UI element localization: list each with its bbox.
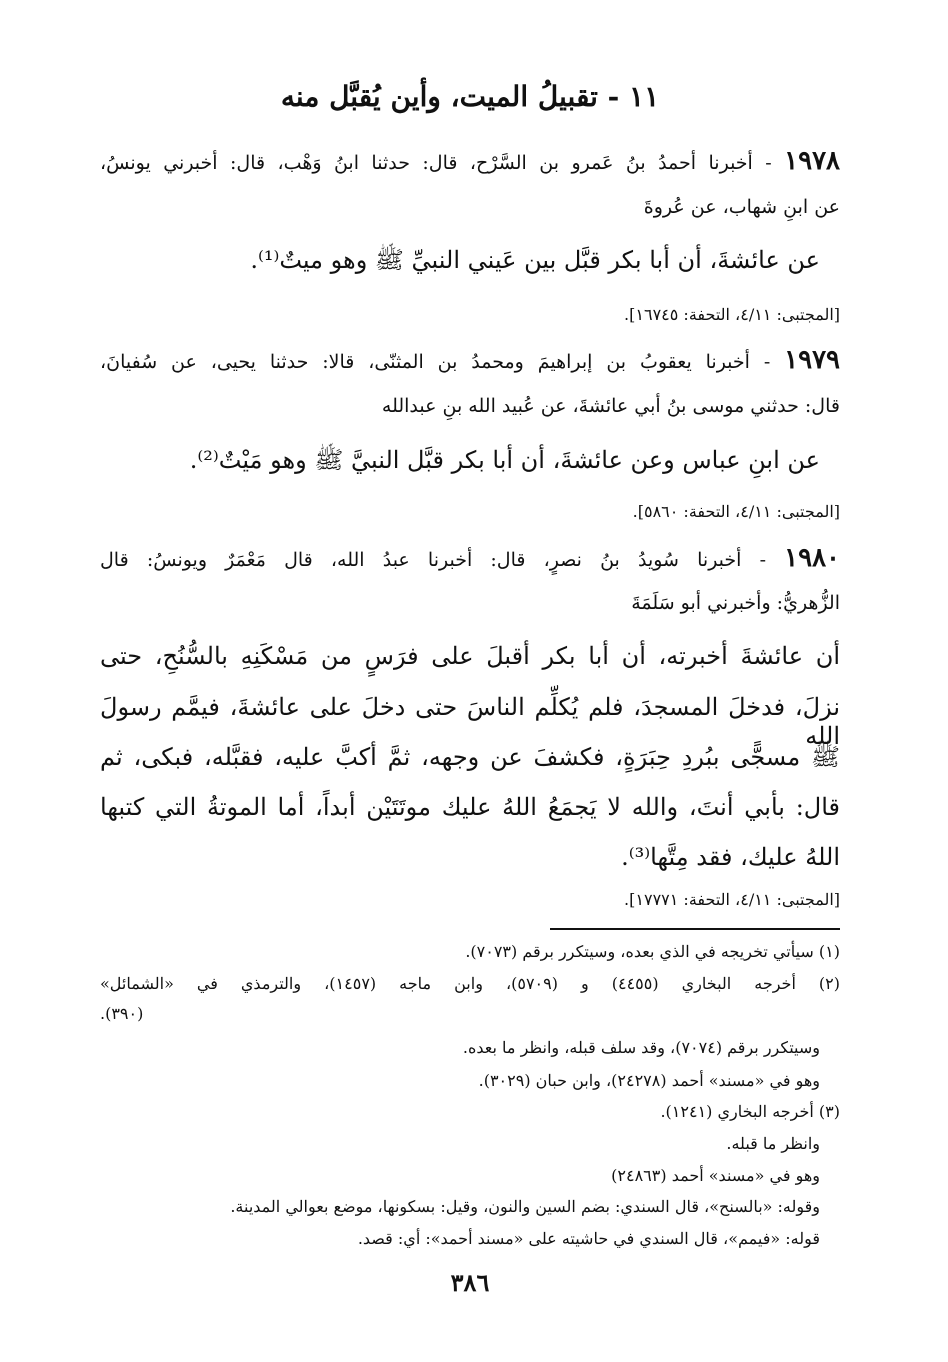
footnote-3-note-d: قوله: «فيمم»، قال السندي في حاشيته على «مسند أحمد»: أي: قصد.: [357, 1229, 820, 1248]
hadith-1980-matn-line-2: نزلَ، فدخلَ المسجدَ، فلم يُكلِّم الناسَ حتى دخلَ على عائشةَ، فيمَّم رسولَ الله: [100, 693, 840, 750]
hadith-1979-isnad-line-1: ١٩٧٩ - أخبرنا يعقوبُ بن إبراهيمَ ومحمدُ بن المثنّى، قالا: حدثنا يحيى، عن سُفيانَ،: [100, 345, 840, 375]
footnote-3: (٣) أخرجه البخاري (١٢٤١).: [660, 1102, 840, 1121]
footnote-3-note-a: وانظر ما قبله.: [726, 1134, 820, 1153]
hadith-1978-isnad-line-1: ١٩٧٨ - أخبرنا أحمدُ بنُ عَمرو بن السَّرْح، قال: حدثنا ابنُ وَهْب، قال: أخبرني يونسُ،: [100, 146, 840, 176]
footnote-2-continued: (٣٩٠).: [100, 1004, 144, 1023]
footnote-3-note-b: وهو في «مسند» أحمد (٢٤٨٦٣): [611, 1166, 820, 1185]
hadith-1979-matn: عن ابنِ عباس وعن عائشةَ، أن أبا بكر قبَّل النبيَّ ﷺ وهو مَيْتٌ⁽²⁾.: [189, 446, 820, 474]
hadith-1978-isnad-line-2: عن ابنِ شهاب، عن عُروةَ: [643, 196, 840, 218]
hadith-1980-isnad-line-1: ١٩٨٠ - أخبرنا سُويدُ بنُ نصرٍ، قال: أخبرنا عبدُ الله، قال مَعْمَرٌ ويونسُ: قال: [100, 543, 840, 573]
footnote-1: (١) سيأتي تخريجه في الذي بعده، وسيتكرر برقم (٧٠٧٣).: [465, 942, 840, 961]
hadith-1978-reference: [المجتبى: ٤/١١، التحفة: ١٦٧٤٥].: [624, 305, 840, 324]
footnote-2-note-b: وهو في «مسند» أحمد (٢٤٢٧٨)، وابن حبان (٣٠٢٩).: [478, 1071, 820, 1090]
footnote-divider: [550, 928, 840, 930]
hadith-number: ١٩٨٠: [784, 543, 840, 573]
hadith-number: ١٩٧٨: [784, 146, 840, 176]
footnote-3-note-c: وقوله: «بالسنح»، قال السندي: بضم السين والنون، وقيل: بسكونها، موضع بعوالي المدينة.: [230, 1197, 820, 1216]
hadith-1978-matn: عن عائشةَ، أن أبا بكر قبَّل بين عَيني النبيِّ ﷺ وهو ميتٌ⁽¹⁾.: [250, 246, 820, 274]
hadith-1980-matn-line-3: ﷺ مسجًّى ببُردِ حِبَرَةٍ، فكشفَ عن وجهه، ثمَّ أكبَّ عليه، فقبَّله، فبكى، ثم: [100, 743, 840, 771]
hadith-1980-isnad-line-2: الزُّهريُّ: وأخبرني أبو سَلَمَةَ: [631, 592, 840, 614]
chapter-title: ١١ - تقبيلُ الميت، وأين يُقبَّل منه: [280, 80, 660, 113]
hadith-1980-matn-line-5: اللهُ عليك، فقد مِتَّها⁽³⁾.: [621, 843, 840, 871]
page-number: ٣٨٦: [450, 1268, 490, 1297]
footnote-2: (٢) أخرجه البخاري (٤٤٥٥) و (٥٧٠٩)، وابن ماجه (١٤٥٧)، والترمذي في «الشمائل»: [100, 974, 840, 993]
hadith-1980-matn-line-4: قال: بأبي أنتَ، والله لا يَجمَعُ اللهُ عليك موتَتَيْن أبداً، أما الموتةُ التي كتبها: [100, 793, 840, 821]
hadith-1979-isnad-line-2: قال: حدثني موسى بنُ أبي عائشةَ، عن عُبيد الله بنِ عبدالله: [381, 395, 840, 417]
hadith-1980-reference: [المجتبى: ٤/١١، التحفة: ١٧٧٧١].: [624, 890, 840, 909]
hadith-number: ١٩٧٩: [784, 345, 840, 375]
book-page: [100, 0, 840, 1362]
hadith-1979-reference: [المجتبى: ٤/١١، التحفة: ٥٨٦٠].: [632, 502, 840, 521]
hadith-1980-matn-line-1: أن عائشةَ أخبرته، أن أبا بكر أقبلَ على فرَسٍ من مَسْكَنِهِ بالسُّنُحِ، حتى: [100, 642, 840, 670]
footnote-2-note-a: وسيتكرر برقم (٧٠٧٤)، وقد سلف قبله، وانظر ما بعده.: [462, 1038, 820, 1057]
